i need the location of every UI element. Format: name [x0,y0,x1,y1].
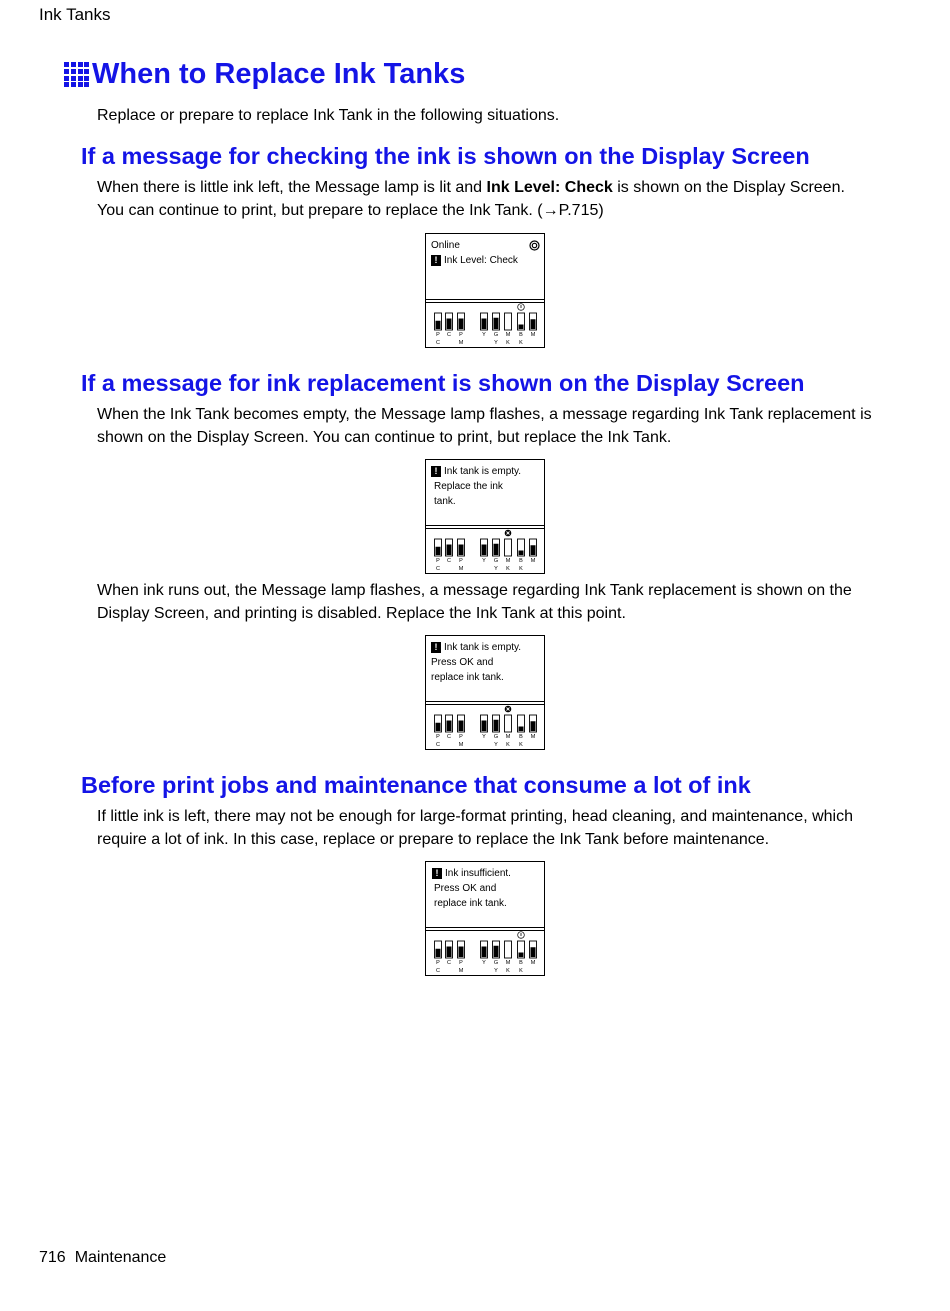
ink-tank-gauge [481,941,488,966]
ink-level-gauges [426,704,544,749]
ink-tank-gauge [493,941,500,974]
ink-label: K [519,742,523,748]
screen-line: Ink tank is empty. [444,466,522,477]
section-check-text [97,177,887,222]
ink-label: P [459,960,463,966]
footer-section: Maintenance [74,1249,167,1266]
ink-label: C [447,558,451,564]
ink-label: P [436,558,440,564]
screen-message-area [426,862,544,928]
screen-line: replace ink tank. [434,898,507,909]
ink-tank-gauge [505,715,512,748]
warning-icon: ! [431,255,441,266]
ink-label: M [530,960,536,966]
ink-label: Y [482,558,486,564]
ink-label: P [459,734,463,740]
ink-tank-gauge [446,941,453,966]
ink-label: K [519,340,523,346]
ink-label: Y [482,734,486,740]
ink-low-mark-icon [518,304,525,311]
page-footer [39,1249,175,1267]
ink-label: M [530,558,536,564]
warning-icon: ! [432,868,442,879]
ink-label: P [459,558,463,564]
ink-tank-gauge [458,715,465,748]
ink-label: K [506,566,510,572]
ink-tank-gauge [481,313,488,338]
ink-label: Y [494,566,498,572]
ink-label: Y [494,340,498,346]
screen-line: Ink tank is empty. [444,642,522,653]
ink-tank-gauge [435,715,442,748]
ink-label: M [505,332,511,338]
ink-label: G [493,960,499,966]
ink-label: C [447,332,451,338]
ink-label: G [493,558,499,564]
ink-tank-gauge [505,941,512,974]
ink-tank-gauge [518,715,525,748]
display-screen-ink-out [425,635,545,750]
ink-tank-gauge [493,539,500,572]
ink-level-gauges [426,930,544,975]
page-title-text: When to Replace Ink Tanks [92,58,466,90]
ink-tank-gauge [493,715,500,748]
display-screen-ink-insufficient [425,861,545,976]
ink-label: M [505,734,511,740]
ink-label: P [436,960,440,966]
screen-line: Press OK and [431,657,494,668]
ink-label: C [447,960,451,966]
page-number: 716 [39,1249,66,1266]
ink-label: K [506,742,510,748]
ink-label: K [506,340,510,346]
ink-label: B [519,558,523,564]
ink-empty-mark-icon [505,530,512,537]
section-heading-check: If a message for checking the ink is shown on the Display Screen [81,143,810,169]
ink-tank-gauge [505,313,512,346]
screen-line: Ink insufficient. [445,868,511,879]
section-heading-replace: If a message for ink replacement is shown on the Display Screen [81,370,805,396]
ink-low-mark-icon [518,932,525,939]
ink-label: Y [494,968,498,974]
ink-tank-gauge [530,313,537,338]
ink-label: Y [482,332,486,338]
screen-message-area [426,636,544,702]
screen-line: tank. [434,496,456,507]
ink-label: P [459,332,463,338]
ink-label: G [493,734,499,740]
ink-tank-gauge [518,941,525,974]
ink-tank-gauge [530,539,537,564]
ink-label: B [519,734,523,740]
ink-level-gauges [426,302,544,347]
ink-tank-gauge [481,715,488,740]
ink-label: C [447,734,451,740]
ink-level-gauges [426,528,544,573]
ink-level-term: Ink Level: Check [486,179,613,196]
ink-label: M [505,960,511,966]
ink-label: C [436,968,440,974]
ink-tank-gauge [458,313,465,346]
ink-label: M [505,558,511,564]
display-screen-ink-check [425,233,545,348]
running-head: Ink Tanks [39,5,111,24]
ink-tank-gauge [458,941,465,974]
ink-label: M [458,968,464,974]
screen-line: Press OK and [434,883,497,894]
ink-tank-gauge [446,539,453,564]
ink-tank-gauge [458,539,465,572]
ink-label: M [458,742,464,748]
ink-label: K [506,968,510,974]
screen-line: Online [431,240,460,251]
ink-tank-gauge [505,539,512,572]
ink-tank-gauge [518,539,525,572]
ink-label: M [530,332,536,338]
section-large-jobs-text: If little ink is left, there may not be enough for large-format printing, head cleaning, and maintenance, which require a lot of ink. In this case, replace or prepare to replace the Ink Tank before maintenance. [97,808,853,848]
screen-message-area [426,460,544,526]
network-icon [529,240,540,251]
ink-label: P [436,332,440,338]
screen-message-area [426,234,544,300]
ink-tank-gauge [493,313,500,346]
ink-label: M [530,734,536,740]
warning-icon: ! [431,642,441,653]
text-fragment: is shown on the Display Screen. [612,179,845,196]
screen-line: replace ink tank. [431,672,504,683]
ink-label: M [458,340,464,346]
text-fragment: You can continue to print, but prepare to replace the Ink Tank. (→P.715) [97,201,604,219]
ink-tank-gauge [435,941,442,974]
ink-label: M [458,566,464,572]
ink-tank-gauge [530,715,537,740]
ink-empty-mark-icon [505,706,512,713]
page-title [64,57,465,91]
ink-label: Y [482,960,486,966]
text-fragment: When there is little ink left, the Message lamp is lit and [97,179,487,196]
section-replace-text-2: When ink runs out, the Message lamp flashes, a message regarding Ink Tank replacement is shown on the Display Screen, and printing is disabled. Replace the Ink Tank at this point. [97,582,852,622]
ink-tank-gauge [435,539,442,572]
ink-label: B [519,960,523,966]
display-screen-replace-ink [425,459,545,574]
section-heading-large-jobs: Before print jobs and maintenance that consume a lot of ink [81,772,751,798]
screen-line: Ink Level: Check [444,255,518,266]
warning-icon: ! [431,466,441,477]
ink-label: Y [494,742,498,748]
ink-label: C [436,742,440,748]
ink-tank-gauge [481,539,488,564]
section-replace-text-1: When the Ink Tank becomes empty, the Message lamp flashes, a message regarding Ink Tank replacement is shown on the Display Screen. You can continue to print, but replace the Ink Tank. [97,406,872,446]
ink-label: G [493,332,499,338]
ink-label: C [436,566,440,572]
grid-icon [64,62,89,87]
screen-line: Replace the ink [434,481,503,492]
ink-label: B [519,332,523,338]
ink-tank-gauge [518,313,525,346]
ink-label: K [519,968,523,974]
ink-tank-gauge [446,313,453,338]
ink-label: K [519,566,523,572]
ink-label: C [436,340,440,346]
ink-label: P [436,734,440,740]
ink-tank-gauge [530,941,537,966]
ink-tank-gauge [446,715,453,740]
ink-tank-gauge [435,313,442,346]
intro-text: Replace or prepare to replace Ink Tank in the following situations. [97,107,560,124]
